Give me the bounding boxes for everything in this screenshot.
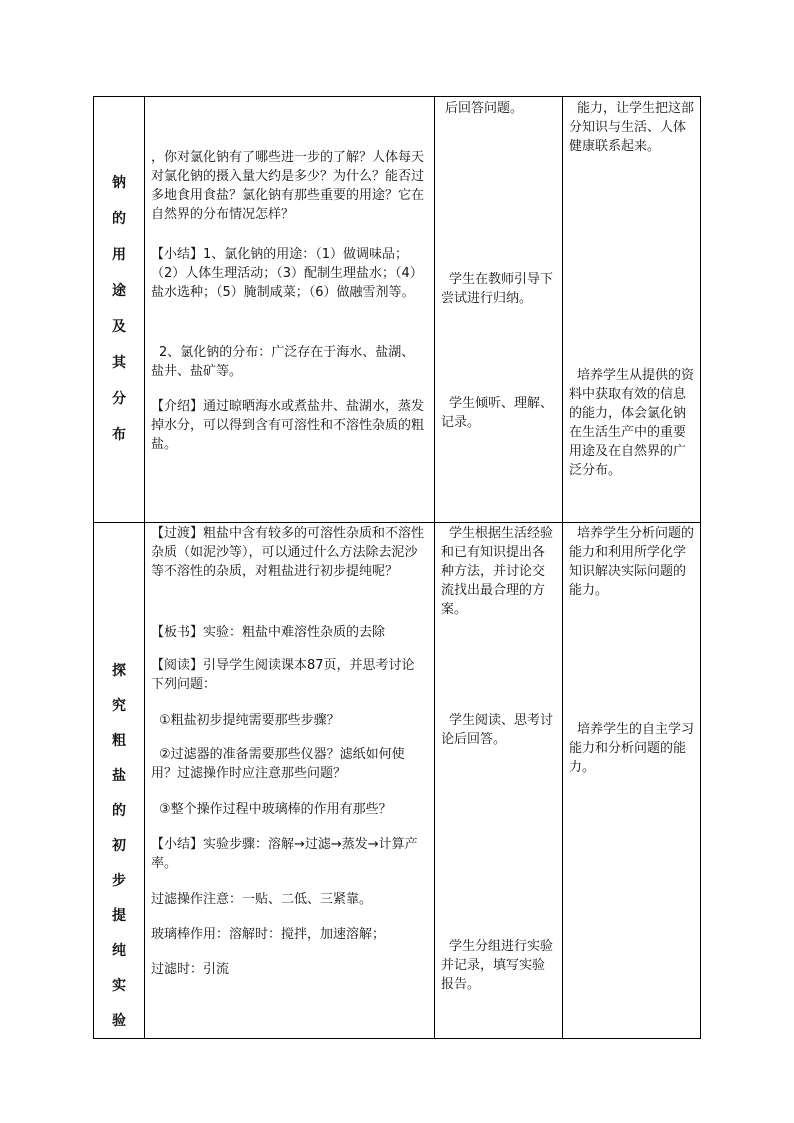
design-intent: 培养学生分析问题的能力和利用所学化学知识解决实际问题的能力。	[569, 526, 695, 598]
table-top-border	[93, 96, 701, 97]
student-activity: 学生根据生活经验和已有知识提出各种方法，并讨论交流找出最合理的方案。	[441, 526, 554, 617]
title-char: 粗	[112, 733, 126, 749]
title-char: 布	[112, 427, 126, 443]
design-intent: 培养学生从提供的资料中获取有效的信息的能力，体会氯化钠在生活生产中的重要用途及在自然界的广泛分布。	[569, 368, 695, 478]
row-divider	[93, 522, 701, 523]
discussion-question: ①粗盐初步提纯需要那些步骤？	[159, 713, 340, 728]
col-divider-1	[144, 96, 145, 1039]
teacher-note: 玻璃棒作用：溶解时：搅拌，加速溶解；	[151, 927, 386, 942]
discussion-question: ③整个操作过程中玻璃棒的作用有那些？	[159, 802, 392, 817]
col-divider-2	[434, 96, 435, 1039]
student-activity: 学生分组进行实验并记录，填写实验报告。	[441, 939, 554, 992]
title-char: 纯	[112, 943, 126, 959]
teacher-paragraph: ，你对氯化钠有了哪些进一步的了解？人体每天对氯化钠的摄入量大约是多少？为什么？能否过多地食用食盐？氯化钠有那些重要的用途？它在自然界的分布情况怎样？	[151, 150, 425, 222]
teacher-summary: 【小结】1、氯化钠的用途：（1）做调味品；（2）人体生理活动；（3）配制生理盐水；（4）盐水选种；（5）腌制咸菜；（6）做融雪剂等。	[151, 247, 423, 300]
teacher-paragraph: 2、氯化钠的分布：广泛存在于海水、盐湖、盐井、盐矿等。	[151, 345, 415, 379]
section1-title	[108, 176, 130, 442]
title-char: 途	[112, 283, 126, 299]
student-activity: 学生倾听、理解、记录。	[441, 396, 554, 430]
student-activity: 学生阅读、思考讨论后回答。	[441, 713, 554, 747]
title-char: 盐	[112, 768, 126, 784]
title-char: 及	[112, 319, 126, 335]
title-char: 的	[112, 803, 126, 819]
title-char: 用	[112, 247, 126, 263]
title-char: 提	[112, 908, 126, 924]
title-char: 其	[112, 355, 126, 371]
design-intent: 培养学生的自主学习能力和分析问题的能力。	[569, 722, 695, 775]
teacher-reading: 【阅读】引导学生阅读课本87页，并思考讨论下列问题：	[151, 658, 415, 692]
teacher-transition: 【过渡】粗盐中含有较多的可溶性杂质和不溶性杂质（如泥沙等），可以通过什么方法除去泥沙等不溶性的杂质，对粗盐进行初步提纯呢？	[151, 526, 425, 579]
title-char: 究	[112, 698, 126, 714]
title-char: 步	[112, 873, 126, 889]
col-divider-3	[562, 96, 563, 1039]
title-char: 实	[112, 978, 126, 994]
table-right-border	[700, 96, 701, 1039]
teacher-introduction: 【介绍】通过晾晒海水或煮盐井、盐湖水，蒸发掉水分，可以得到含有可溶性和不溶性杂质的粗盐。	[151, 399, 425, 452]
title-char: 验	[112, 1013, 126, 1029]
student-activity: 后回答问题。	[445, 101, 524, 116]
teacher-board-note: 【板书】实验：粗盐中难溶性杂质的去除	[151, 625, 386, 640]
title-char: 探	[112, 663, 126, 679]
student-activity: 学生在教师引导下尝试进行归纳。	[441, 272, 554, 306]
design-intent: 能力，让学生把这部分知识与生活、人体健康联系起来。	[569, 101, 695, 154]
title-char: 初	[112, 838, 126, 854]
table-left-border	[93, 96, 94, 1039]
discussion-question: ②过滤器的准备需要那些仪器？滤纸如何使用？过滤操作时应注意那些问题？	[151, 747, 405, 781]
teacher-summary: 【小结】实验步骤：溶解→过滤→蒸发→计算产率。	[151, 837, 418, 871]
title-char: 的	[112, 211, 126, 227]
teacher-note: 过滤操作注意：一贴、二低、三紧靠。	[151, 892, 373, 907]
teacher-note: 过滤时：引流	[151, 962, 230, 977]
table-bottom-border	[93, 1038, 701, 1039]
section2-title	[108, 664, 130, 1028]
title-char: 分	[112, 391, 126, 407]
title-char: 钠	[112, 175, 126, 191]
